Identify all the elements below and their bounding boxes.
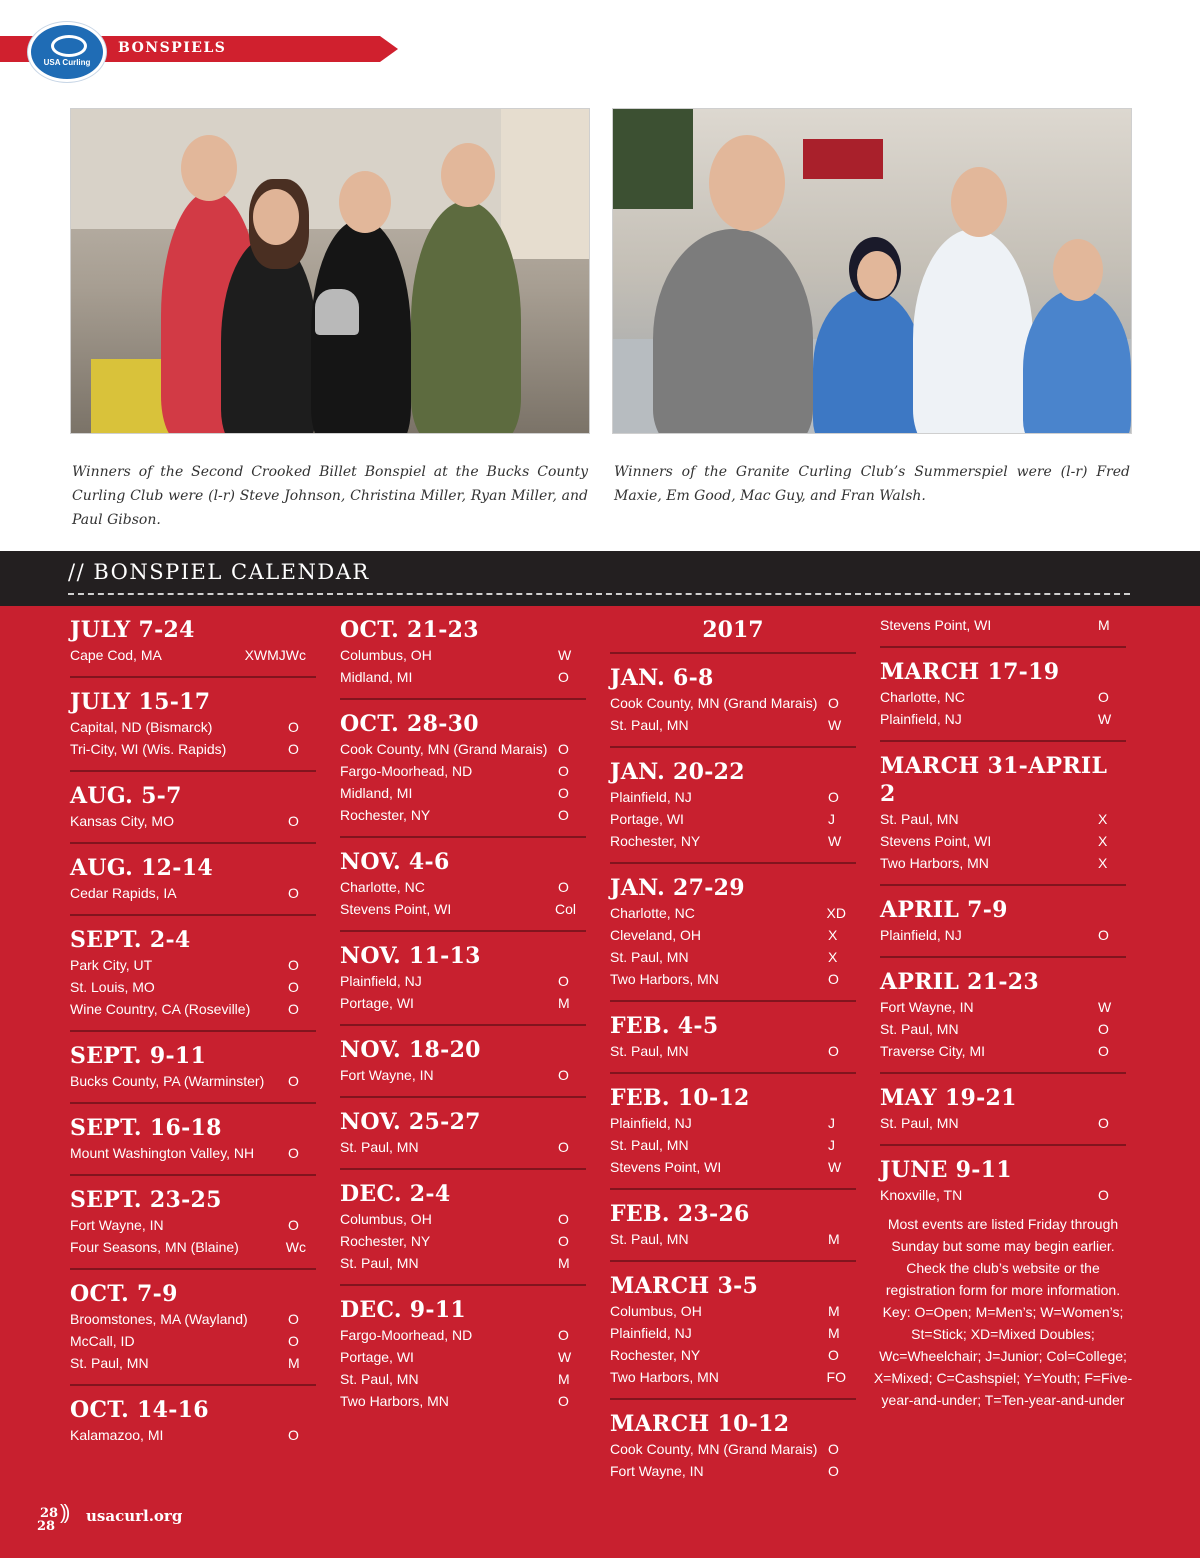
event-location: Two Harbors, MN: [610, 1369, 719, 1385]
event-type-code: W: [828, 833, 842, 849]
event-location: St. Louis, MO: [70, 979, 155, 995]
event-location: Plainfield, NJ: [610, 1325, 692, 1341]
event-row: [610, 1460, 856, 1482]
event-type-code: O: [288, 1427, 299, 1443]
event-type-code: O: [558, 807, 569, 823]
event-row: [610, 1228, 856, 1250]
event-type-code: O: [828, 1347, 839, 1363]
event-row: [340, 804, 586, 826]
event-row: [340, 898, 586, 920]
event-row: [340, 760, 586, 782]
event-location: Portage, WI: [610, 811, 684, 827]
event-row: [880, 852, 1126, 874]
event-row: [340, 1252, 586, 1274]
page-number: 28: [40, 1506, 59, 1521]
event-row: [340, 738, 586, 760]
event-type-code: O: [828, 789, 839, 805]
event-group: [610, 606, 856, 654]
event-location: Plainfield, NJ: [880, 927, 962, 943]
event-date: AUG. 12-14: [70, 855, 213, 881]
event-group: [880, 958, 1126, 1074]
event-row: [610, 714, 856, 736]
event-location: St. Paul, MN: [610, 949, 689, 965]
event-type-code: O: [828, 971, 839, 987]
event-row: [610, 924, 856, 946]
event-type-code: O: [1098, 1021, 1109, 1037]
event-location: Fort Wayne, IN: [340, 1067, 434, 1083]
event-location: Four Seasons, MN (Blaine): [70, 1239, 239, 1255]
section-banner-arrow: [380, 36, 398, 62]
event-location: Plainfield, NJ: [610, 789, 692, 805]
event-group: [880, 1146, 1126, 1216]
calendar-column-1: [70, 606, 316, 1456]
event-group: [70, 916, 316, 1032]
event-type-code: O: [1098, 927, 1109, 943]
event-type-code: O: [288, 979, 299, 995]
event-location: St. Paul, MN: [880, 1115, 959, 1131]
event-date: MARCH 17-19: [880, 659, 1060, 685]
event-row: [340, 1136, 586, 1158]
event-type-code: O: [288, 885, 299, 901]
logo-ring-icon: [51, 35, 87, 57]
event-row: [70, 1070, 316, 1092]
event-row: [610, 1366, 856, 1388]
event-location: Bucks County, PA (Warminster): [70, 1073, 265, 1089]
section-title: BONSPIELS: [118, 40, 227, 56]
event-location: Rochester, NY: [610, 1347, 701, 1363]
event-type-code: Wc: [285, 1239, 306, 1255]
event-location: Columbus, OH: [610, 1303, 702, 1319]
event-location: Plainfield, NJ: [610, 1115, 692, 1131]
calendar-title: // BONSPIEL CALENDAR: [68, 560, 370, 584]
event-type-code: O: [558, 741, 569, 757]
event-row: [610, 1322, 856, 1344]
event-group: [880, 606, 1126, 648]
event-type-code: W: [1098, 711, 1112, 727]
event-row: [70, 1424, 316, 1446]
event-location: Two Harbors, MN: [880, 855, 989, 871]
event-date: JAN. 20-22: [610, 759, 745, 785]
calendar-column-3: [610, 606, 856, 1492]
event-location: Rochester, NY: [340, 807, 431, 823]
event-type-code: X: [1098, 833, 1108, 849]
event-type-code: O: [288, 813, 299, 829]
event-row: [880, 1018, 1126, 1040]
page-number-shadow: 28: [37, 1519, 56, 1534]
event-row: [340, 1346, 586, 1368]
event-type-code: FO: [826, 1369, 846, 1385]
event-type-code: O: [558, 1393, 569, 1409]
event-type-code: O: [288, 1145, 299, 1161]
event-type-code: W: [828, 717, 842, 733]
event-location: Plainfield, NJ: [340, 973, 422, 989]
event-date: JUNE 9-11: [880, 1157, 1012, 1183]
event-location: Midland, MI: [340, 785, 413, 801]
event-date: MARCH 10-12: [610, 1411, 790, 1437]
event-row: [340, 876, 586, 898]
event-type-code: O: [288, 1311, 299, 1327]
event-location: Wine Country, CA (Roseville): [70, 1001, 251, 1017]
event-group: [70, 1270, 316, 1386]
event-group: [340, 932, 586, 1026]
event-row: [610, 830, 856, 852]
event-row: [610, 1156, 856, 1178]
event-type-code: O: [558, 669, 569, 685]
event-location: Midland, MI: [340, 669, 413, 685]
event-date: JULY 7-24: [70, 617, 195, 643]
event-row: [340, 666, 586, 688]
footer-parens-icon: )): [60, 1502, 68, 1524]
event-row: [610, 1134, 856, 1156]
event-group: [70, 606, 316, 678]
event-date: JAN. 6-8: [610, 665, 714, 691]
event-row: [340, 782, 586, 804]
event-location: Cook County, MN (Grand Marais): [610, 1441, 818, 1457]
event-location: Two Harbors, MN: [340, 1393, 449, 1409]
event-location: Fort Wayne, IN: [880, 999, 974, 1015]
event-group: [340, 606, 586, 700]
event-type-code: J: [828, 1115, 835, 1131]
event-location: St. Paul, MN: [610, 1043, 689, 1059]
event-location: St. Paul, MN: [610, 1137, 689, 1153]
event-row: [880, 924, 1126, 946]
event-group: [610, 864, 856, 1002]
event-date: FEB. 23-26: [610, 1201, 750, 1227]
event-row: [610, 808, 856, 830]
event-location: Two Harbors, MN: [610, 971, 719, 987]
event-location: Mount Washington Valley, NH: [70, 1145, 255, 1161]
event-location: Stevens Point, WI: [340, 901, 452, 917]
event-group: [70, 772, 316, 844]
event-row: [880, 1184, 1126, 1206]
event-row: [70, 1352, 316, 1374]
event-type-code: M: [1098, 617, 1110, 633]
event-date: SEPT. 16-18: [70, 1115, 222, 1141]
event-type-code: M: [288, 1355, 300, 1371]
event-date: DEC. 2-4: [340, 1181, 451, 1207]
event-location: Charlotte, NC: [880, 689, 965, 705]
event-type-code: X: [828, 927, 838, 943]
event-date: SEPT. 2-4: [70, 927, 191, 953]
event-row: [610, 946, 856, 968]
event-type-code: O: [288, 1333, 299, 1349]
event-date: FEB. 4-5: [610, 1013, 719, 1039]
event-row: [610, 692, 856, 714]
event-location: St. Paul, MN: [880, 1021, 959, 1037]
event-type-code: W: [1098, 999, 1112, 1015]
event-type-code: X: [1098, 811, 1108, 827]
event-group: [340, 838, 586, 932]
usa-curling-logo: [28, 22, 106, 82]
event-group: [610, 1190, 856, 1262]
event-location: Stevens Point, WI: [880, 617, 992, 633]
event-group: [70, 1032, 316, 1104]
event-row: [880, 614, 1126, 636]
event-row: [610, 1438, 856, 1460]
event-type-code: O: [558, 763, 569, 779]
event-date: APRIL 7-9: [880, 897, 1008, 923]
event-type-code: O: [288, 1001, 299, 1017]
event-row: [880, 708, 1126, 730]
event-row: [610, 786, 856, 808]
event-type-code: M: [558, 995, 570, 1011]
event-row: [340, 1208, 586, 1230]
event-type-code: O: [828, 695, 839, 711]
event-group: [70, 678, 316, 772]
event-location: Kalamazoo, MI: [70, 1427, 164, 1443]
event-group: [340, 1098, 586, 1170]
event-row: [610, 902, 856, 924]
event-type-code: XWMJWc: [244, 647, 306, 663]
event-location: Columbus, OH: [340, 647, 432, 663]
event-row: [70, 1308, 316, 1330]
year-heading: 2017: [702, 617, 764, 643]
event-date: MARCH 3-5: [610, 1273, 759, 1299]
event-row: [340, 970, 586, 992]
event-type-code: M: [828, 1325, 840, 1341]
event-row: [340, 1368, 586, 1390]
event-row: [340, 992, 586, 1014]
event-date: MARCH 31-APRIL 2: [880, 753, 1108, 807]
event-location: McCall, ID: [70, 1333, 135, 1349]
event-location: Rochester, NY: [340, 1233, 431, 1249]
event-row: [70, 644, 316, 666]
calendar-key-note: Most events are listed Friday through Sunday but some may begin earlier. Check the club’s website or the registration form for more information. Key: O=Open; M=Men’s; W=Women’s; St=Stick; XD=Mixed Doubles; Wc=Wheelchair; J=Junior; Col=College; X=Mixed; C=Cashspiel; Y=Youth; F=Five-year-and-under; T=Ten-year-and-under: [873, 1216, 1133, 1408]
event-group: [340, 700, 586, 838]
event-row: [880, 996, 1126, 1018]
event-date: AUG. 5-7: [70, 783, 182, 809]
event-type-code: O: [1098, 689, 1109, 705]
event-type-code: O: [558, 879, 569, 895]
event-date: SEPT. 9-11: [70, 1043, 207, 1069]
event-row: [610, 968, 856, 990]
event-date: JAN. 27-29: [610, 875, 745, 901]
event-location: Park City, UT: [70, 957, 153, 973]
event-type-code: O: [828, 1441, 839, 1457]
event-location: St. Paul, MN: [610, 1231, 689, 1247]
event-location: Rochester, NY: [610, 833, 701, 849]
event-date: MAY 19-21: [880, 1085, 1017, 1111]
event-group: [880, 648, 1126, 742]
event-row: [70, 810, 316, 832]
event-date: OCT. 7-9: [70, 1281, 178, 1307]
event-row: [70, 998, 316, 1020]
event-date: OCT. 28-30: [340, 711, 479, 737]
event-type-code: O: [558, 1211, 569, 1227]
event-group: [340, 1026, 586, 1098]
event-type-code: W: [558, 1349, 572, 1365]
event-type-code: O: [558, 1139, 569, 1155]
event-location: Columbus, OH: [340, 1211, 432, 1227]
event-date: FEB. 10-12: [610, 1085, 750, 1111]
event-type-code: O: [828, 1463, 839, 1479]
event-row: [610, 1300, 856, 1322]
event-type-code: W: [828, 1159, 842, 1175]
event-group: [880, 886, 1126, 958]
event-type-code: M: [828, 1231, 840, 1247]
event-date: APRIL 21-23: [880, 969, 1039, 995]
event-group: [610, 1262, 856, 1400]
event-location: Tri-City, WI (Wis. Rapids): [70, 741, 227, 757]
event-date: OCT. 21-23: [340, 617, 479, 643]
event-type-code: X: [828, 949, 838, 965]
event-row: [340, 644, 586, 666]
event-type-code: O: [1098, 1043, 1109, 1059]
event-row: [70, 882, 316, 904]
event-type-code: J: [828, 1137, 835, 1153]
event-date: NOV. 18-20: [340, 1037, 481, 1063]
event-type-code: M: [828, 1303, 840, 1319]
event-group: [610, 1074, 856, 1190]
calendar-column-2: [340, 606, 586, 1422]
event-group: [610, 1400, 856, 1492]
event-type-code: J: [828, 811, 835, 827]
event-group: [340, 1170, 586, 1286]
event-type-code: M: [558, 1371, 570, 1387]
event-row: [340, 1324, 586, 1346]
event-location: Traverse City, MI: [880, 1043, 986, 1059]
event-row: [610, 1112, 856, 1134]
event-row: [70, 1214, 316, 1236]
event-date: OCT. 14-16: [70, 1397, 209, 1423]
footer-url: usacurl.org: [86, 1507, 183, 1525]
event-type-code: O: [558, 785, 569, 801]
event-group: [70, 1176, 316, 1270]
event-location: Fort Wayne, IN: [70, 1217, 164, 1233]
event-row: [340, 1230, 586, 1252]
event-group: [610, 748, 856, 864]
event-row: [70, 1142, 316, 1164]
event-location: Cook County, MN (Grand Marais): [340, 741, 548, 757]
photo-summerspiel-winners: [612, 108, 1132, 434]
event-location: Stevens Point, WI: [880, 833, 992, 849]
event-row: [70, 976, 316, 998]
event-location: Portage, WI: [340, 995, 414, 1011]
event-location: Stevens Point, WI: [610, 1159, 722, 1175]
event-row: [70, 1330, 316, 1352]
event-row: [880, 830, 1126, 852]
logo-text: USA Curling: [43, 58, 91, 67]
event-type-code: O: [558, 1233, 569, 1249]
event-type-code: W: [558, 647, 572, 663]
event-row: [70, 1236, 316, 1258]
photo-caption-2: Winners of the Granite Curling Club’s Summerspiel were (l-r) Fred Maxie, Em Good, Mac Guy, and Fran Walsh.: [614, 464, 1130, 504]
event-location: St. Paul, MN: [610, 717, 689, 733]
event-type-code: O: [288, 719, 299, 735]
event-type-code: O: [288, 741, 299, 757]
event-type-code: X: [1098, 855, 1108, 871]
event-type-code: O: [1098, 1187, 1109, 1203]
event-group: [340, 1286, 586, 1422]
event-location: Fort Wayne, IN: [610, 1463, 704, 1479]
event-row: [610, 1040, 856, 1062]
event-type-code: O: [558, 1327, 569, 1343]
event-location: Cleveland, OH: [610, 927, 702, 943]
event-date: NOV. 11-13: [340, 943, 481, 969]
event-row: [610, 1344, 856, 1366]
event-location: Knoxville, TN: [880, 1187, 963, 1203]
event-row: [880, 686, 1126, 708]
event-location: Fargo-Moorhead, ND: [340, 1327, 473, 1343]
event-location: Broomstones, MA (Wayland): [70, 1311, 248, 1327]
event-row: [70, 738, 316, 760]
event-row: [70, 716, 316, 738]
event-date: JULY 15-17: [70, 689, 211, 715]
event-type-code: O: [558, 1067, 569, 1083]
event-row: [340, 1064, 586, 1086]
event-date: NOV. 4-6: [340, 849, 450, 875]
calendar-dashed-rule: [68, 593, 1130, 595]
event-location: St. Paul, MN: [70, 1355, 149, 1371]
event-row: [70, 954, 316, 976]
event-type-code: O: [288, 1073, 299, 1089]
event-group: [610, 654, 856, 748]
event-group: [70, 1386, 316, 1456]
event-group: [880, 1074, 1126, 1146]
event-location: Fargo-Moorhead, ND: [340, 763, 473, 779]
event-group: [70, 844, 316, 916]
event-location: St. Paul, MN: [340, 1139, 419, 1155]
photo-caption-1: Winners of the Second Crooked Billet Bonspiel at the Bucks County Curling Club were (l-r) Steve Johnson, Christina Miller, Ryan Miller, and Paul Gibson.: [72, 464, 588, 528]
event-type-code: O: [288, 1217, 299, 1233]
event-type-code: Col: [554, 901, 576, 917]
event-group: [880, 742, 1126, 886]
event-date: NOV. 25-27: [340, 1109, 481, 1135]
event-group: [610, 1002, 856, 1074]
event-location: Charlotte, NC: [340, 879, 425, 895]
event-location: Cedar Rapids, IA: [70, 885, 177, 901]
event-type-code: XD: [826, 905, 846, 921]
event-group: [70, 1104, 316, 1176]
event-location: Plainfield, NJ: [880, 711, 962, 727]
event-type-code: O: [1098, 1115, 1109, 1131]
event-location: Kansas City, MO: [70, 813, 174, 829]
event-location: St. Paul, MN: [880, 811, 959, 827]
photo-crooked-billet-winners: [70, 108, 590, 434]
calendar-column-4: [880, 606, 1126, 1216]
event-location: Charlotte, NC: [610, 905, 695, 921]
event-location: Cook County, MN (Grand Marais): [610, 695, 818, 711]
event-date: SEPT. 23-25: [70, 1187, 222, 1213]
event-location: Portage, WI: [340, 1349, 414, 1365]
event-location: Cape Cod, MA: [70, 647, 162, 663]
event-row: [880, 1040, 1126, 1062]
event-location: Capital, ND (Bismarck): [70, 719, 213, 735]
event-date: DEC. 9-11: [340, 1297, 467, 1323]
event-row: [880, 1112, 1126, 1134]
event-type-code: O: [288, 957, 299, 973]
event-location: St. Paul, MN: [340, 1255, 419, 1271]
event-location: St. Paul, MN: [340, 1371, 419, 1387]
event-type-code: M: [558, 1255, 570, 1271]
event-row: [880, 808, 1126, 830]
event-type-code: O: [558, 973, 569, 989]
event-row: [340, 1390, 586, 1412]
event-type-code: O: [828, 1043, 839, 1059]
